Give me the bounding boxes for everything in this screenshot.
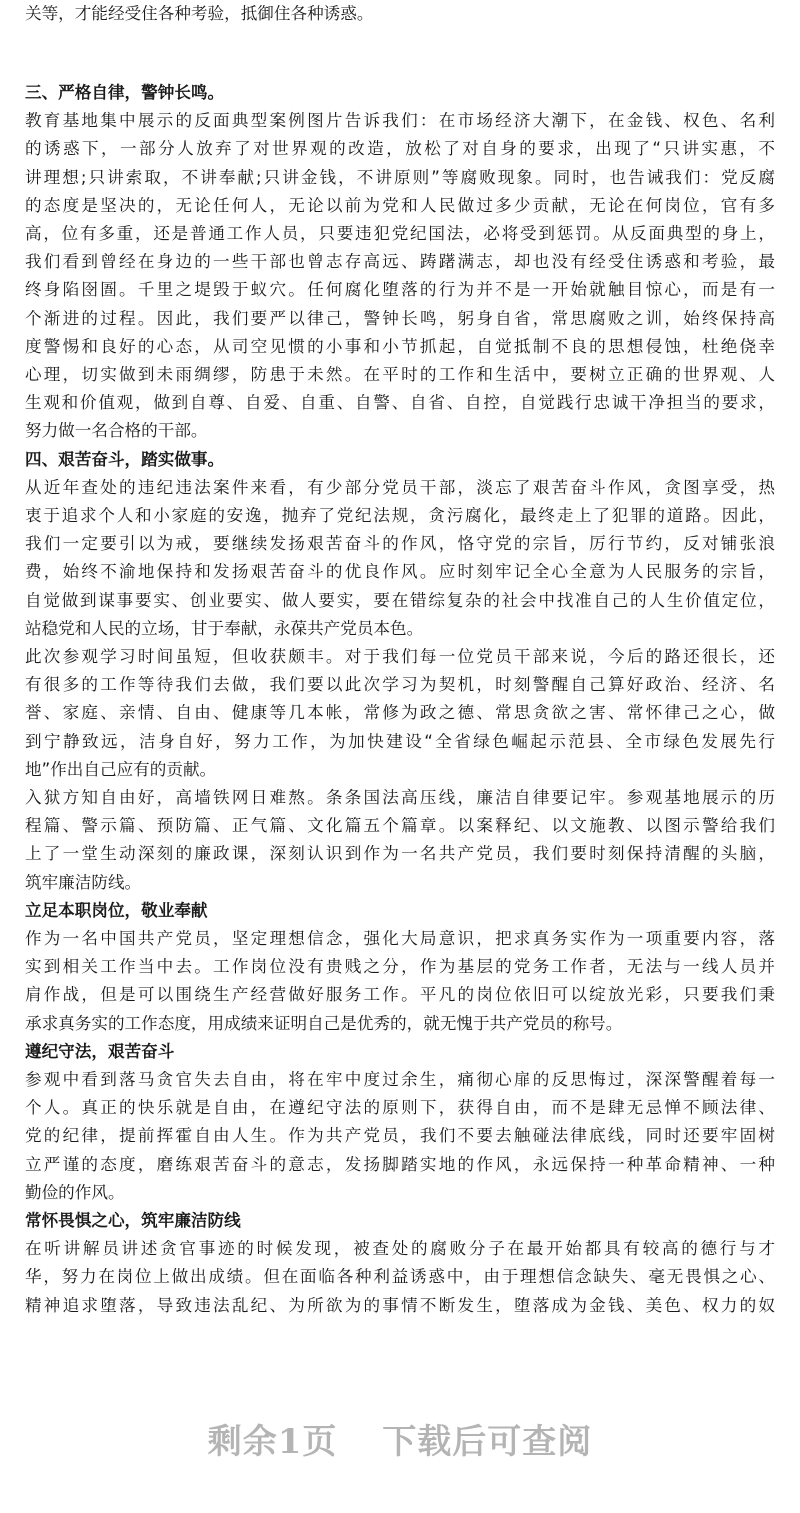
paragraph-line: 我们看到曾经在身边的一些干部也曾志存高远、踌躇满志，却也没有经受住诱惑和考验，最 [25, 252, 775, 272]
paragraph-line: 费，始终不渝地保持和发扬艰苦奋斗的优良作风。应时刻牢记全心全意为人民服务的宗旨， [25, 562, 775, 582]
paragraph-line: 勤俭的作风。 [25, 1182, 125, 1202]
paragraph-line: 高，位有多重，还是普通工作人员，只要违犯党纪国法，必将受到惩罚。从反面典型的身上， [25, 223, 775, 243]
paragraph-line: 的态度是坚决的，无论任何人，无论以前为党和人民做过多少贡献，无论在何岗位，官有多 [25, 195, 775, 215]
paragraph-line: 承求真务实的工作态度，用成绩来证明自己是优秀的，就无愧于共产党员的称号。 [25, 1013, 623, 1033]
paragraph-line: 教育基地集中展示的反面典型案例图片告诉我们：在市场经济大潮下，在金钱、权色、名利 [25, 111, 775, 131]
paragraph-line: 上了一堂生动深刻的廉政课，深刻认识到作为一名共产党员，我们要时刻保持清醒的头脑， [25, 844, 775, 864]
paragraph-line: 筑牢廉洁防线。 [25, 872, 142, 892]
download-to-view-label[interactable]: 下载后可查阅 [382, 1422, 593, 1462]
paragraph-line: 有很多的工作等待我们去做，我们要以此次学习为契机，时刻警醒自己算好政治、经济、名 [25, 675, 775, 695]
paragraph-line: 立严谨的态度，磨练艰苦奋斗的意志，发扬脚踏实地的作风，永远保持一种革命精神、一种 [25, 1154, 775, 1174]
paragraph-line: 站稳党和人民的立场，甘于奉献，永葆共产党员本色。 [25, 618, 424, 638]
paragraph-line: 在听讲解员讲述贪官事迹的时候发现，被查处的腐败分子在最开始都具有较高的德行与才 [25, 1239, 775, 1259]
paragraph-line: 实到相关工作当中去。工作岗位没有贵贱之分，作为基层的党务工作者，无法与一线人员并 [25, 957, 775, 977]
paragraph-line: 誉、家庭、亲情、自由、健康等几本帐，常修为政之德、常思贪欲之害、常怀律己之心，做 [25, 703, 775, 723]
paragraph-line: 参观中看到落马贪官失去自由，将在牢中度过余生，痛彻心扉的反思悔过，深深警醒着每一 [25, 1069, 775, 1089]
section-heading: 四、艰苦奋斗，踏实做事。 [25, 449, 225, 469]
paragraph-line: 关等，才能经受住各种考验，抵御住各种诱惑。 [25, 4, 374, 23]
paragraph-line: 的诱惑下，一部分人放弃了对世界观的改造，放松了对自身的要求，出现了“只讲实惠，不 [25, 139, 775, 159]
paragraph-line: 肩作战，但是可以围绕生产经营做好服务工作。平凡的岗位依旧可以绽放光彩，只要我们秉 [25, 985, 775, 1005]
paragraph-line: 入狱方知自由好，高墙铁网日难熬。条条国法高压线，廉洁自律要记牢。参观基地展示的历 [25, 787, 775, 807]
paragraph-line: 终身陷囹圄。千里之堤毁于蚁穴。任何腐化堕落的行为并不是一开始就触目惊心，而是有一 [25, 280, 775, 300]
paragraph-line: 个人。真正的快乐就是自由，在遵纪守法的原则下，获得自由，而不是肆无忌惮不顾法律、 [25, 1098, 775, 1118]
paragraph-line: 地”作出自己应有的贡献。 [25, 759, 217, 779]
paragraph-line: 精神追求堕落，导致违法乱纪、为所欲为的事情不断发生，堕落成为金钱、美色、权力的奴 [25, 1295, 775, 1315]
paragraph-line: 作为一名中国共产党员，坚定理想信念，强化大局意识，把求真务实作为一项重要内容，落 [25, 928, 775, 948]
paragraph-line: 我们一定要引以为戒，要继续发扬艰苦奋斗的作风，恪守党的宗旨，厉行节约，反对铺张浪 [25, 534, 775, 554]
download-prompt[interactable] [0, 1414, 800, 1463]
section-heading: 遵纪守法，艰苦奋斗 [25, 1041, 175, 1061]
section-heading: 三、严格自律，警钟长鸣。 [25, 82, 225, 102]
paragraph-line: 讲理想;只讲索取，不讲奉献;只讲金钱，不讲原则”等腐败现象。同时，也告诫我们：党反腐 [25, 167, 775, 187]
paragraph-line: 生观和价值观，做到自尊、自爱、自重、自警、自省、自控，自觉践行忠诚干净担当的要求， [25, 393, 775, 413]
paragraph-line: 到宁静致远，洁身自好，努力工作，为加快建设“全省绿色崛起示范县、全市绿色发展先行 [25, 731, 775, 751]
paragraph-line: 自觉做到谋事要实、创业要实、做人要实，要在错综复杂的社会中找准自己的人生价值定位， [25, 590, 775, 610]
paragraph-line: 程篇、警示篇、预防篇、正气篇、文化篇五个篇章。以案释纪、以文施教、以图示警给我们 [25, 816, 775, 836]
section-heading: 常怀畏惧之心，筑牢廉洁防线 [25, 1210, 241, 1230]
paragraph-line: 此次参观学习时间虽短，但收获颇丰。对于我们每一位党员干部来说，今后的路还很长，还 [25, 646, 775, 666]
paragraph-line: 努力做一名合格的干部。 [25, 421, 208, 441]
paragraph-line: 党的纪律，提前挥霍自由人生。作为共产党员，我们不要去触碰法律底线，同时还要牢固树 [25, 1126, 775, 1146]
remaining-pages-label: 剩余1页 [207, 1422, 338, 1462]
section-heading: 立足本职岗位，敬业奉献 [25, 900, 208, 920]
paragraph-line: 从近年查处的违纪违法案件来看，有少部分党员干部，淡忘了艰苦奋斗作风，贪图享受，热 [25, 477, 775, 497]
paragraph-line: 度警惕和良好的心态，从司空见惯的小事和小节抓起，自觉抵制不良的思想侵蚀，杜绝侥幸 [25, 336, 775, 356]
paragraph-line: 华，努力在岗位上做出成绩。但在面临各种利益诱惑中，由于理想信念缺失、毫无畏惧之心、 [25, 1267, 775, 1287]
paragraph-line: 心理，切实做到未雨绸缪，防患于未然。在平时的工作和生活中，要树立正确的世界观、人 [25, 364, 775, 384]
paragraph-line: 衷于追求个人和小家庭的安逸，抛弃了党纪法规，贪污腐化，最终走上了犯罪的道路。因此， [25, 505, 775, 525]
paragraph-line: 个渐进的过程。因此，我们要严以律己，警钟长鸣，躬身自省，常思腐败之训，始终保持高 [25, 308, 775, 328]
